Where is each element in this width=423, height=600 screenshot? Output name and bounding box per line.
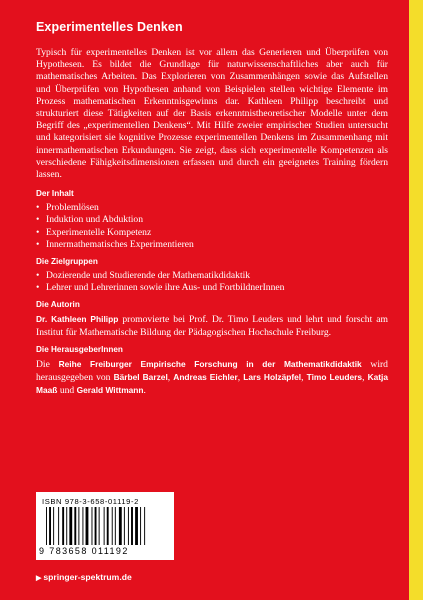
herausgeber-text: Die — [36, 358, 59, 370]
arrow-icon: ▶ — [36, 575, 42, 582]
separator: und — [57, 385, 77, 397]
list-item: • Induktion und Abduktion — [36, 214, 388, 226]
book-title: Experimentelles Denken — [36, 20, 183, 34]
editor-name: Gerald Wittmann — [76, 385, 144, 396]
inhalt-heading: Der Inhalt — [36, 189, 74, 199]
barcode-digits: 9 783658 011192 — [39, 546, 129, 556]
list-item: • Dozierende und Studierende der Mathematikdidaktik — [36, 270, 388, 282]
list-item: • Lehrer und Lehrerinnen sowie ihre Aus- und FortbildnerInnen — [36, 282, 388, 294]
editor-name: Bärbel Barzel — [113, 372, 168, 383]
spine-edge — [409, 0, 423, 600]
list-item: • Innermathematisches Experimentieren — [36, 239, 388, 251]
series-name: Reihe Freiburger Empirische Forschung in der Mathematikdidaktik — [58, 358, 362, 369]
zielgruppen-list — [36, 270, 388, 294]
separator: , — [362, 372, 368, 384]
isbn-barcode — [36, 492, 174, 560]
publisher-website[interactable] — [36, 572, 132, 582]
editor-name: Katja Maaß — [36, 372, 389, 396]
isbn-label: ISBN 978-3-658-01119-2 — [42, 497, 139, 506]
herausgeber-heading: Die HerausgeberInnen — [36, 344, 123, 354]
editor-name: Andreas Eichler — [173, 372, 238, 383]
separator: . — [143, 385, 146, 397]
list-item: • Problemlösen — [36, 202, 388, 214]
author-name: Dr. Kathleen Philipp — [36, 314, 119, 325]
separator: , — [167, 372, 174, 384]
autorin-paragraph — [36, 313, 388, 338]
autorin-heading: Die Autorin — [36, 300, 80, 310]
website-label: springer-spektrum.de — [43, 572, 132, 582]
author-bio: promovierte bei Prof. Dr. Timo Leuders und lehrt und forscht am Institut für Mathematische Bildung der Pädagogischen Hochschule Freiburg. — [36, 314, 388, 338]
inhalt-list — [36, 202, 388, 251]
herausgeber-paragraph — [36, 358, 388, 398]
editor-name: Lars Holzäpfel — [243, 372, 302, 383]
list-item: • Experimentelle Kompetenz — [36, 227, 388, 239]
zielgruppen-heading: Die Zielgruppen — [36, 257, 98, 267]
herausgeber-text: wird herausgegeben von — [36, 358, 388, 384]
intro-paragraph: Typisch für experimentelles Denken ist vor allem das Generieren und Überprüfen von Hypothesen. Es bildet die Grundlage für naturwissenschaftliches aber auch für mathematisches Arbeiten. Das Explorieren von Zusammenhängen sowie das Aufstellen und Überprüfen von Hypothesen anhand von Beispielen stellen wichtige Elemente im Prozess mathematischen Erkenntnisgewinns dar. Kathleen Philipp beschreibt und strukturiert diese Tätigkeiten auf der Basis erkenntnistheoretischer Modelle unter dem Begriff des „experimentellen Denkens“. Mit Hilfe zweier empirischer Studien untersucht und kategorisiert sie kognitive Prozesse experimentellen Denkens im Zusammenhang mit innermathematischen Erkundungen. Sie zeigt, dass sich experimentelle Kompetenzen als verschiedene Fähigkeitsdimensionen erfassen und durch ein geeignetes Training fördern lassen. — [36, 47, 388, 181]
cover-content — [36, 20, 388, 402]
separator: , — [237, 372, 244, 384]
separator: , — [301, 372, 307, 384]
editor-name: Timo Leuders — [306, 372, 363, 383]
barcode-bars — [46, 507, 164, 545]
